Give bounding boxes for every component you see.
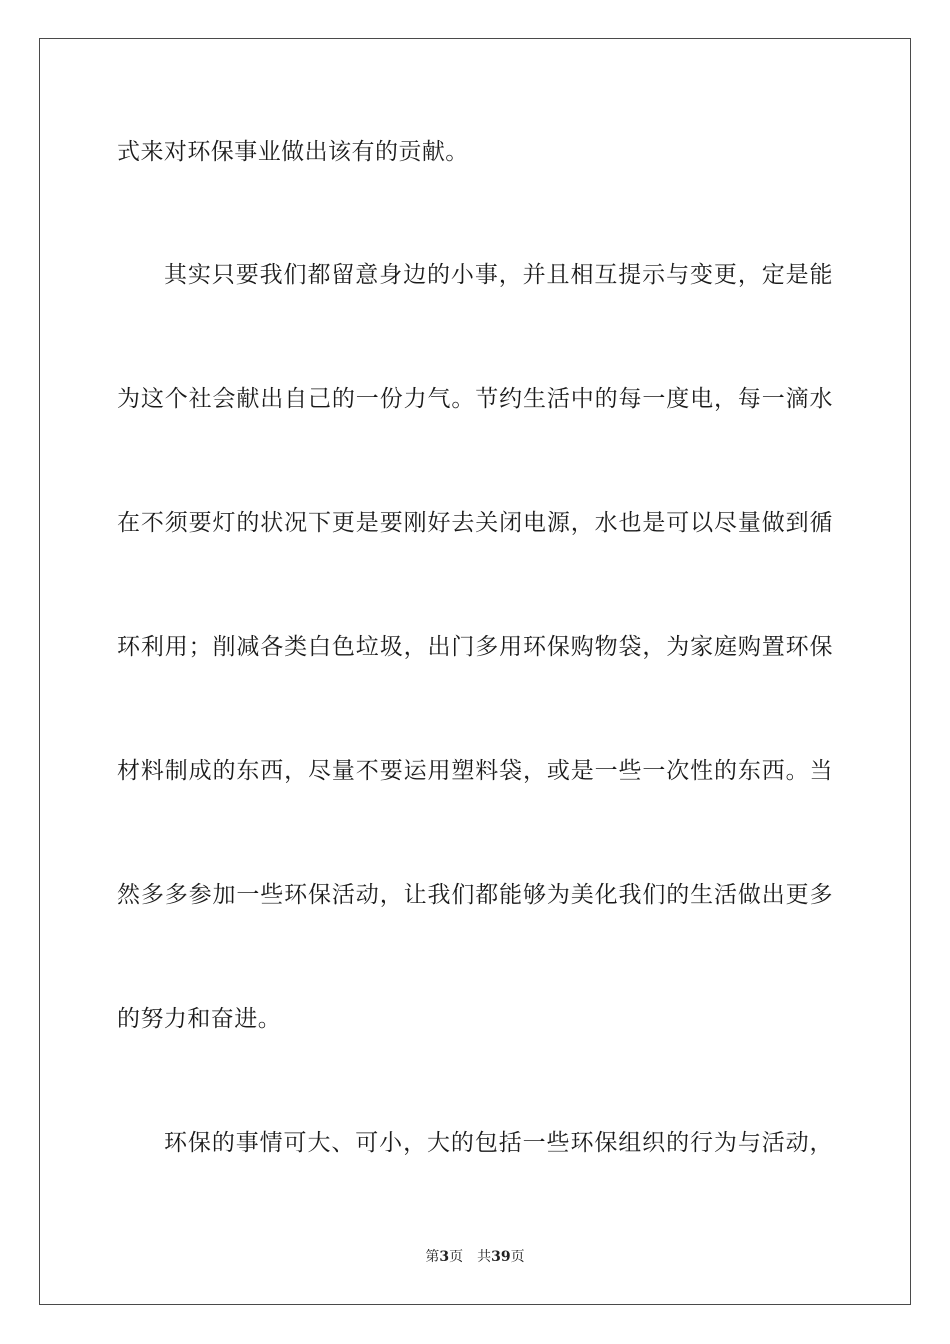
paragraph-line: 环利用；削减各类白色垃圾，出门多用环保购物袋，为家庭购置环保 (117, 634, 833, 660)
paragraph-line: 其实只要我们都留意身边的小事，并且相互提示与变更，定是能 (164, 262, 833, 288)
total-suffix: 页 (510, 1249, 525, 1265)
paragraph-line: 环保的事情可大、可小，大的包括一些环保组织的行为与活动， (164, 1130, 833, 1156)
page-number: 3 (439, 1249, 450, 1265)
total-prefix: 共 (477, 1249, 492, 1265)
page-suffix: 页 (449, 1249, 464, 1265)
paragraph-line: 在不须要灯的状况下更是要刚好去关闭电源，水也是可以尽量做到循 (117, 510, 833, 536)
paragraph-line: 式来对环保事业做出该有的贡献。 (117, 139, 469, 165)
total-pages: 39 (491, 1249, 511, 1265)
paragraph-line: 的努力和奋进。 (117, 1006, 282, 1032)
page-footer (0, 1247, 950, 1267)
page-border (39, 38, 911, 1305)
paragraph-line: 为这个社会献出自己的一份力气。节约生活中的每一度电，每一滴水 (117, 386, 833, 412)
page-prefix: 第 (425, 1249, 440, 1265)
paragraph-line: 材料制成的东西，尽量不要运用塑料袋，或是一些一次性的东西。当 (117, 758, 833, 784)
paragraph-line: 然多多参加一些环保活动，让我们都能够为美化我们的生活做出更多 (117, 882, 833, 908)
